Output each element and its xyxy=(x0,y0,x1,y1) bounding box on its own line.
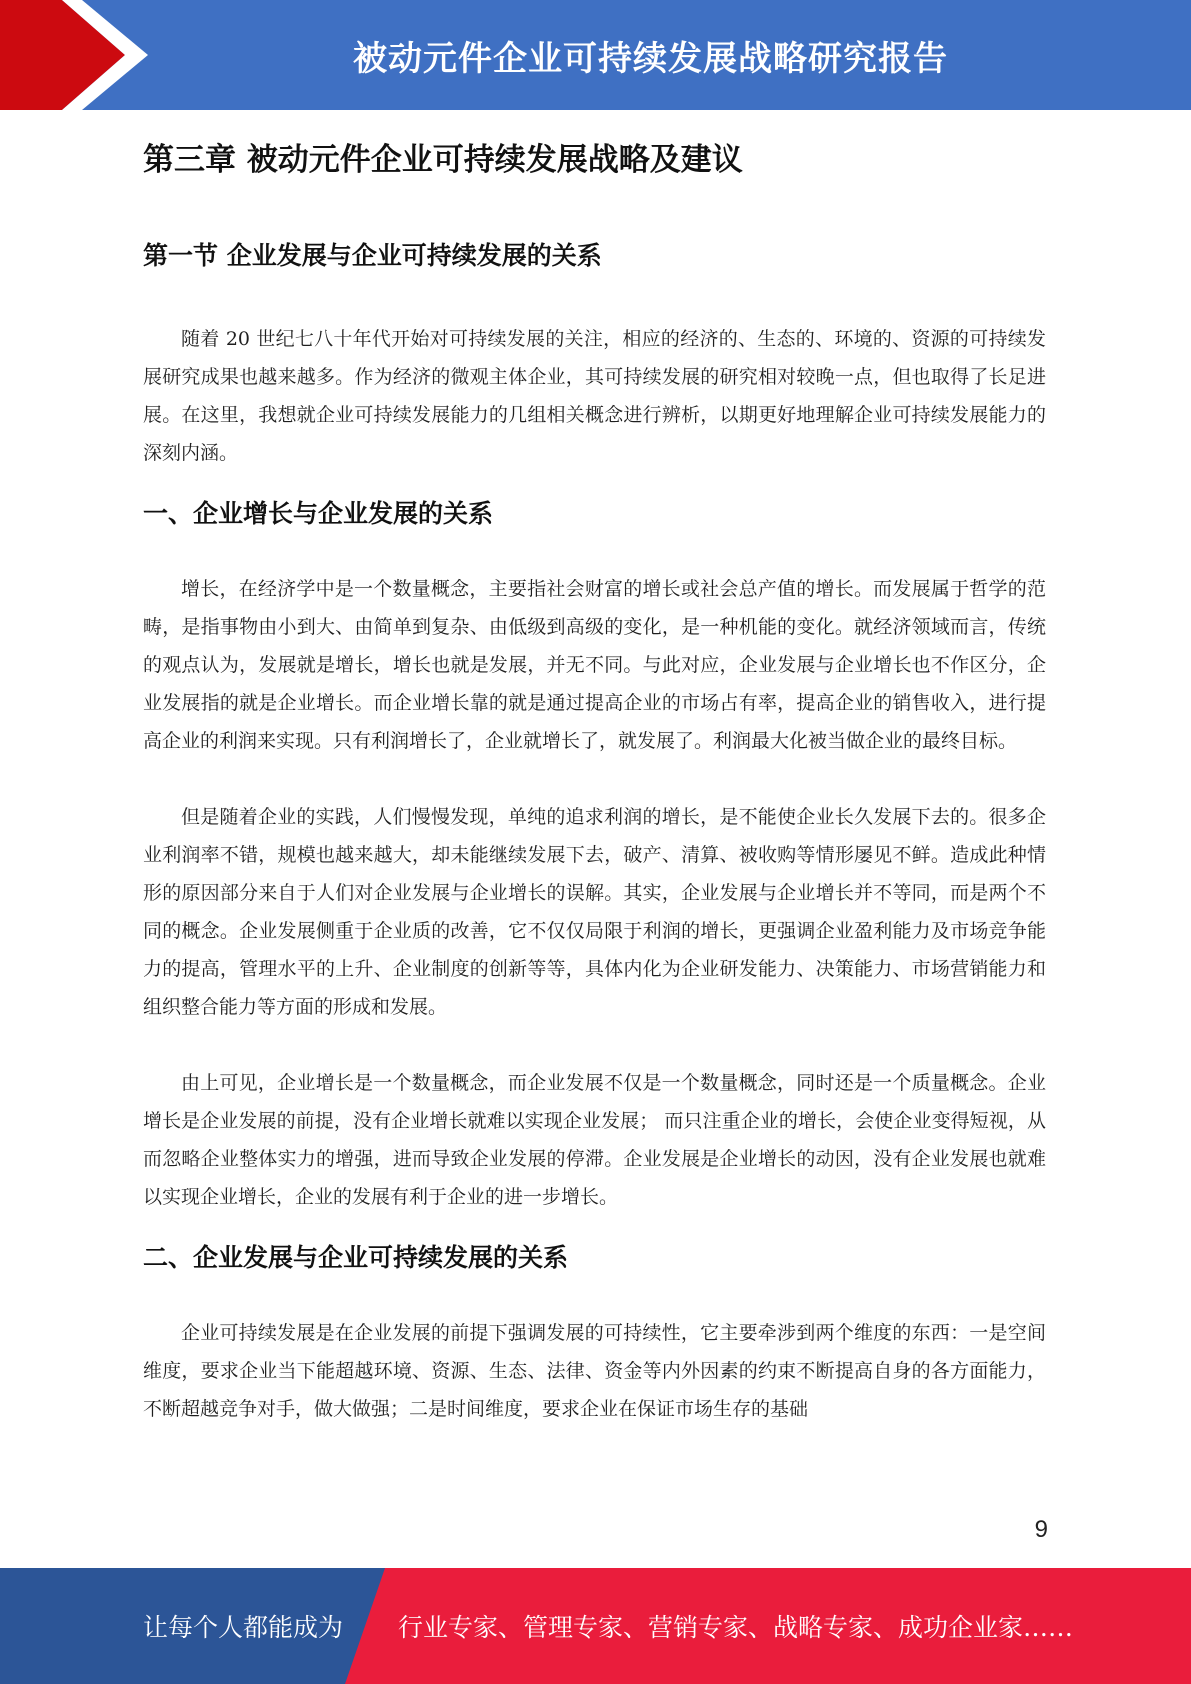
intro-paragraph: 随着 20 世纪七八十年代开始对可持续发展的关注，相应的经济的、生态的、环境的、资源的可持续发展研究成果也越来越多。作为经济的微观主体企业，其可持续发展的研究相对较晚一点，但也取得了长足进展。在这里，我想就企业可持续发展能力的几组相关概念进行辨析，以期更好地理解企业可持续发展能力的深刻内涵。 xyxy=(143,328,1046,464)
report-title: 被动元件企业可持续发展战略研究报告 xyxy=(353,38,948,79)
footer-slogan-left: 让每个人都能成为 xyxy=(143,1613,344,1642)
footer-slogan-right: 行业专家、管理专家、营销专家、战略专家、成功企业家…… xyxy=(398,1613,1074,1642)
header-banner xyxy=(0,0,1191,110)
section-title: 第一节 企业发展与企业可持续发展的关系 xyxy=(143,241,602,270)
footer-banner xyxy=(0,1568,1191,1684)
subsection-1-title: 一、企业增长与企业发展的关系 xyxy=(143,499,494,528)
page-number: 9 xyxy=(1034,1516,1048,1543)
subsection-2-paragraph-1: 企业可持续发展是在企业发展的前提下强调发展的可持续性，它主要牵涉到两个维度的东西：一是空间维度，要求企业当下能超越环境、资源、生态、法律、资金等内外因素的约束不断提高自身的各方面能力，不断超越竞争对手，做大做强；二是时间维度，要求企业在保证市场生存的基础 xyxy=(143,1322,1046,1420)
subsection-1-paragraph-1: 增长，在经济学中是一个数量概念，主要指社会财富的增长或社会总产值的增长。而发展属于哲学的范畴，是指事物由小到大、由简单到复杂、由低级到高级的变化，是一种机能的变化。就经济领域而言，传统的观点认为，发展就是增长，增长也就是发展，并无不同。与此对应，企业发展与企业增长也不作区分，企业发展指的就是企业增长。而企业增长靠的就是通过提高企业的市场占有率，提高企业的销售收入，进行提高企业的利润来实现。只有利润增长了，企业就增长了，就发展了。利润最大化被当做企业的最终目标。 xyxy=(143,578,1046,752)
subsection-1-paragraph-3: 由上可见，企业增长是一个数量概念，而企业发展不仅是一个数量概念，同时还是一个质量概念。企业增长是企业发展的前提，没有企业增长就难以实现企业发展； 而只注重企业的增长，会使企业变得短视，从而忽略企业整体实力的增强，进而导致企业发展的停滞。企业发展是企业增长的动因，没有企业发展也就难以实现企业增长，企业的发展有利于企业的进一步增长。 xyxy=(143,1072,1046,1208)
subsection-2-title: 二、企业发展与企业可持续发展的关系 xyxy=(143,1243,569,1272)
document-body xyxy=(143,118,1046,1428)
subsection-1-paragraph-2: 但是随着企业的实践，人们慢慢发现，单纯的追求利润的增长，是不能使企业长久发展下去的。很多企业利润率不错，规模也越来越大，却未能继续发展下去，破产、清算、被收购等情形屡见不鲜。造成此种情形的原因部分来自于人们对企业发展与企业增长的误解。其实，企业发展与企业增长并不等同，而是两个不同的概念。企业发展侧重于企业质的改善，它不仅仅局限于利润的增长，更强调企业盈利能力及市场竞争能力的提高，管理水平的上升、企业制度的创新等等，具体内化为企业研发能力、决策能力、市场营销能力和组织整合能力等方面的形成和发展。 xyxy=(143,806,1046,1018)
chapter-title: 第三章 被动元件企业可持续发展战略及建议 xyxy=(143,142,743,178)
